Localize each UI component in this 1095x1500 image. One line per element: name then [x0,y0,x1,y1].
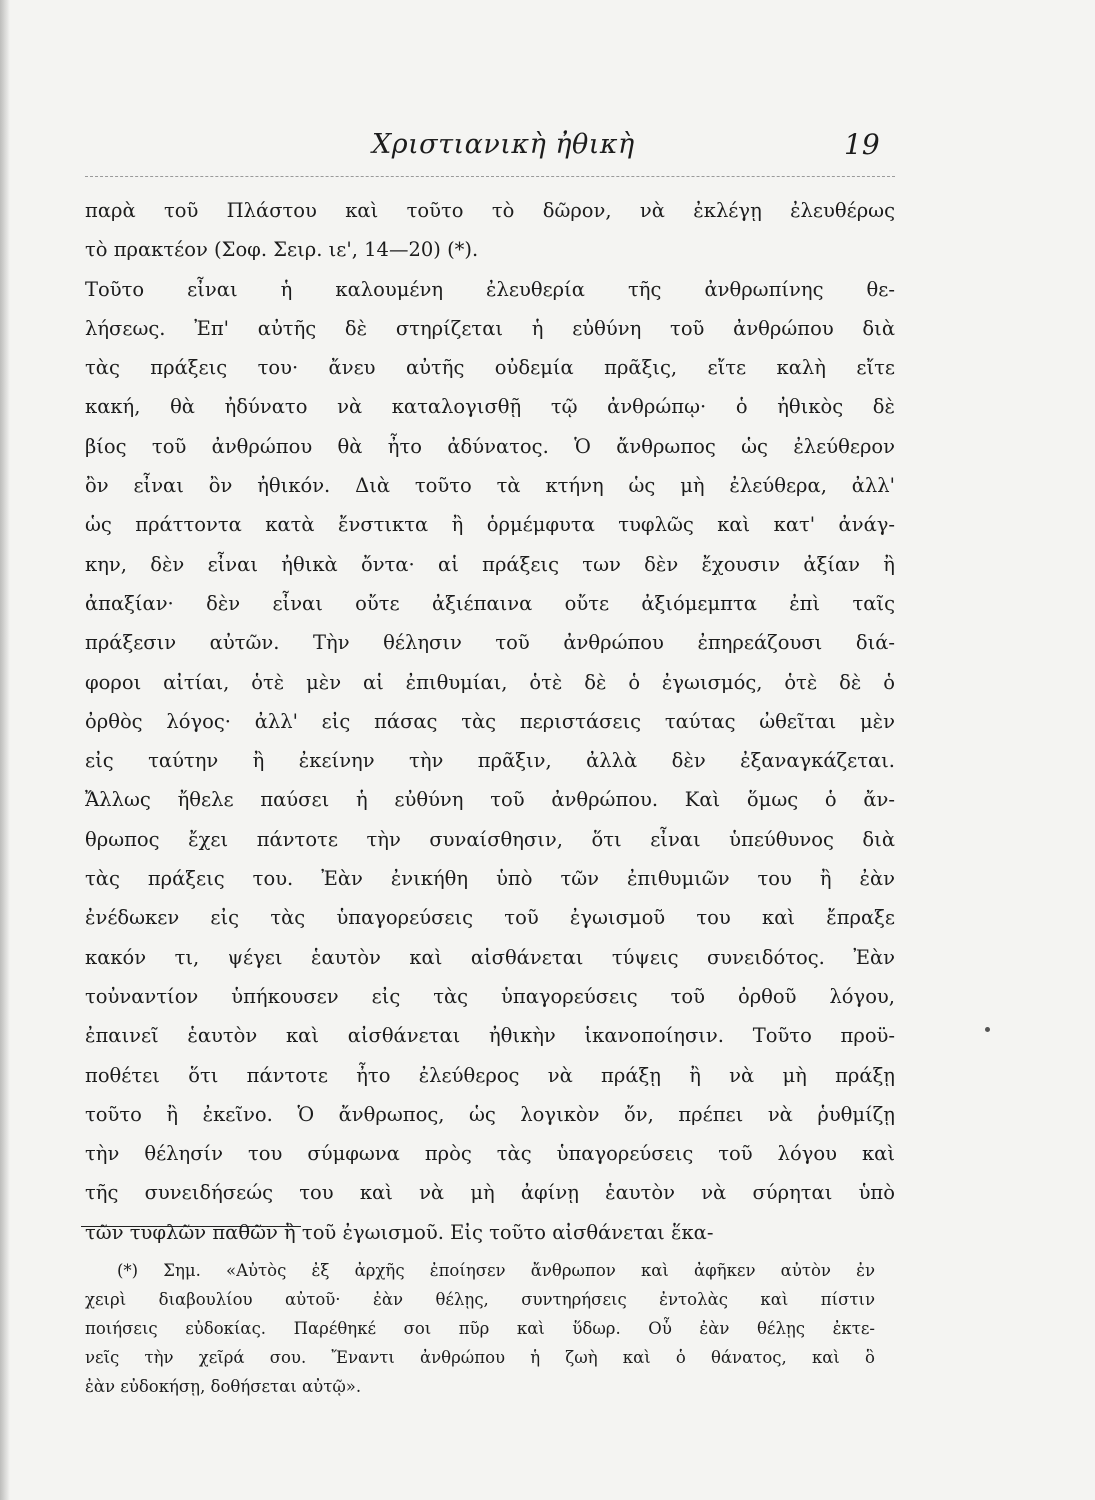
footnote [85,1256,875,1401]
running-header-title: Χριστιανικὴ ἠθικὴ [372,129,635,160]
body-text [85,191,895,1252]
text-line: κακόν τι, ψέγει ἑαυτὸν καὶ αἰσθάνεται τύψεις συνειδότος. Ἐὰν [85,945,895,969]
footnote-line: χειρὶ διαβουλίου αὐτοῦ· ἐὰν θέλῃς, συντηρήσεις ἐντολὰς καὶ πίστιν [85,1290,875,1309]
page-gutter-shadow [0,0,10,1500]
text-line: τῆς συνειδήσεώς του καὶ νὰ μὴ ἀφίνῃ ἑαυτὸν νὰ σύρηται ὑπὸ [85,1181,895,1205]
text-line: ἀπαξίαν· δὲν εἶναι οὔτε ἀξιέπαινα οὔτε ἀξιόμεμπτα ἐπὶ ταῖς [85,591,895,615]
footnote-line: (*) Σημ. «Αὐτὸς ἐξ ἀρχῆς ἐποίησεν ἄνθρωπον καὶ ἀφῆκεν αὐτὸν ἐν [117,1261,875,1280]
page-number: 19 [844,128,880,161]
text-line: παρὰ τοῦ Πλάστου καὶ τοῦτο τὸ δῶρον, νὰ ἐκλέγῃ ἐλευθέρως [85,199,895,222]
footnote-line: ἐὰν εὐδοκήσῃ, δοθήσεται αὐτῷ». [85,1377,362,1396]
text-line: ὀρθὸς λόγος· ἀλλ' εἰς πάσας τὰς περιστάσεις ταύτας ὠθεῖται μὲν [85,709,895,733]
text-line: τοῦτο ἢ ἐκεῖνο. Ὁ ἄνθρωπος, ὡς λογικὸν ὄν, πρέπει νὰ ῥυθμίζῃ [85,1102,895,1126]
paper-speck [985,1027,990,1032]
footnote-line: νεῖς τὴν χεῖρά σου. Ἔναντι ἀνθρώπου ἡ ζωὴ καὶ ὁ θάνατος, καὶ ὃ [85,1348,875,1367]
text-line: Τοῦτο εἶναι ἡ καλουμένη ἐλευθερία τῆς ἀνθρωπίνης θε- [85,277,895,301]
text-line: τὰς πράξεις του. Ἐὰν ἐνικήθη ὑπὸ τῶν ἐπιθυμιῶν του ἢ ἐὰν [85,867,895,891]
text-line: πράξεσιν αὐτῶν. Τὴν θέλησιν τοῦ ἀνθρώπου ἐπηρεάζουσι διά- [85,631,895,655]
footnote-line: ποιήσεις εὐδοκίας. Παρέθηκέ σοι πῦρ καὶ ὕδωρ. Οὗ ἐὰν θέλῃς ἐκτε- [85,1319,875,1338]
text-line: ποθέτει ὅτι πάντοτε ἦτο ἐλεύθερος νὰ πράξῃ ἢ νὰ μὴ πράξῃ [85,1063,895,1087]
text-line: ἐπαινεῖ ἑαυτὸν καὶ αἰσθάνεται ἠθικὴν ἱκανοποίησιν. Τοῦτο προϋ- [85,1024,895,1048]
text-line: τῶν τυφλῶν παθῶν ἢ τοῦ ἐγωισμοῦ. Εἰς τοῦτο αἰσθάνεται ἕκα- [85,1220,714,1244]
text-line: ὡς πράττοντα κατὰ ἔνστικτα ἢ ὁρμέμφυτα τυφλῶς καὶ κατ' ἀνάγ- [85,513,895,537]
header-rule [85,176,895,177]
text-line: βίος τοῦ ἀνθρώπου θὰ ἦτο ἀδύνατος. Ὁ ἄνθρωπος ὡς ἐλεύθερον [85,434,895,458]
text-line: κακή, θὰ ἠδύνατο νὰ καταλογισθῇ τῷ ἀνθρώπῳ· ὁ ἠθικὸς δὲ [85,395,895,419]
text-line: εἰς ταύτην ἢ ἐκείνην τὴν πρᾶξιν, ἀλλὰ δὲν ἐξαναγκάζεται. [85,749,895,773]
text-line: τὰς πράξεις του· ἄνευ αὐτῆς οὐδεμία πρᾶξις, εἴτε καλὴ εἴτε [85,356,895,380]
text-line: τοὐναντίον ὑπήκουσεν εἰς τὰς ὑπαγορεύσεις τοῦ ὀρθοῦ λόγου, [85,984,895,1008]
text-line: λήσεως. Ἐπ' αὐτῆς δὲ στηρίζεται ἡ εὐθύνη τοῦ ἀνθρώπου διὰ [85,316,895,340]
footnote-rule [81,1226,301,1227]
text-line: ὂν εἶναι ὂν ἠθικόν. Διὰ τοῦτο τὰ κτήνη ὡς μὴ ἐλεύθερα, ἀλλ' [85,474,895,498]
text-line: φοροι αἰτίαι, ὁτὲ μὲν αἱ ἐπιθυμίαι, ὁτὲ δὲ ὁ ἐγωισμός, ὁτὲ δὲ ὁ [85,670,895,694]
text-line: Ἄλλως ἤθελε παύσει ἡ εὐθύνη τοῦ ἀνθρώπου. Καὶ ὅμως ὁ ἄν- [85,788,895,812]
text-line: τὸ πρακτέον (Σοφ. Σειρ. ιε', 14—20) (*). [85,238,479,262]
text-line: ἐνέδωκεν εἰς τὰς ὑπαγορεύσεις τοῦ ἐγωισμοῦ του καὶ ἔπραξε [85,906,895,930]
text-line: τὴν θέλησίν του σύμφωνα πρὸς τὰς ὑπαγορεύσεις τοῦ λόγου καὶ [85,1142,895,1166]
text-line: κην, δὲν εἶναι ἠθικὰ ὄντα· αἱ πράξεις των δὲν ἔχουσιν ἀξίαν ἢ [85,552,895,576]
text-line: θρωπος ἔχει πάντοτε τὴν συναίσθησιν, ὅτι εἶναι ὑπεύθυνος διὰ [85,827,895,851]
